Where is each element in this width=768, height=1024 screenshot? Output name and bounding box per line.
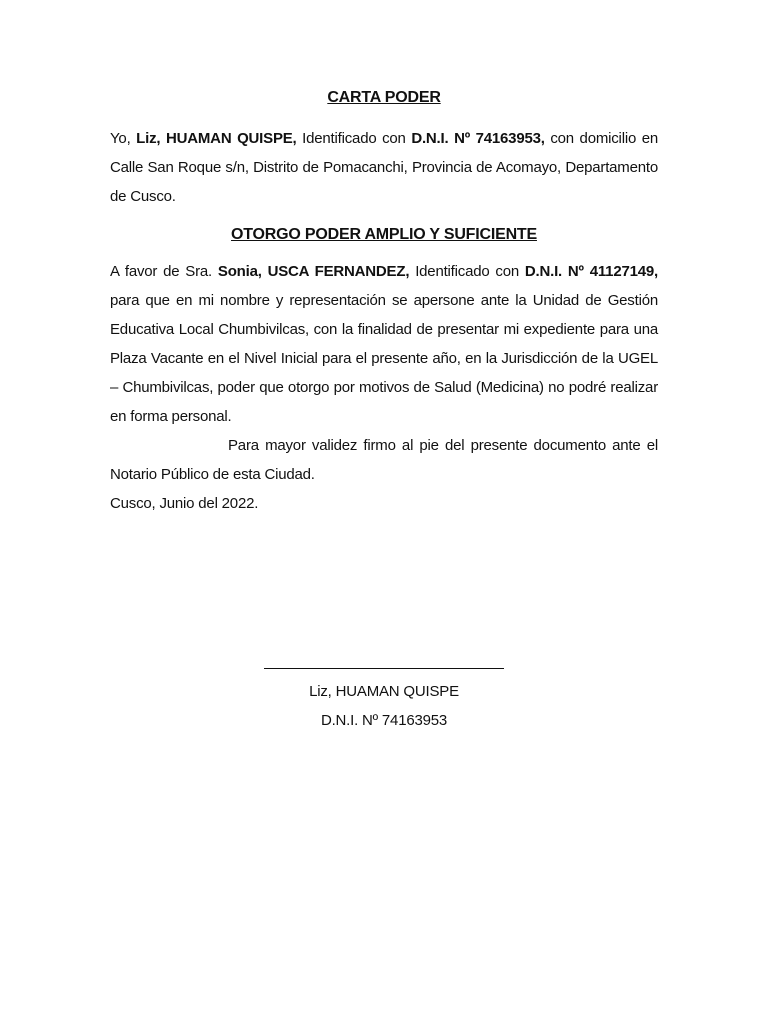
date-line: Cusco, Junio del 2022. xyxy=(110,495,259,512)
letter-body xyxy=(110,86,658,518)
intro-paragraph xyxy=(110,124,658,211)
grant-text-1: A favor de Sra. xyxy=(110,263,218,280)
signature-block xyxy=(264,668,504,735)
grantee-dni: D.N.I. Nº 41127149, xyxy=(524,263,658,280)
document-title: CARTA PODER xyxy=(327,89,441,106)
signatory-dni: D.N.I. Nº 74163953 xyxy=(320,712,448,729)
grantor-name: Liz, HUAMAN QUISPE, xyxy=(136,130,297,147)
intro-text-2: Identificado con xyxy=(296,130,412,147)
intro-text-1: Yo, xyxy=(110,130,137,147)
intro-text-3: con domicilio en Calle San Roque s/n, Distrito de Pomacanchi, Provincia de Acomayo, Departamento de Cusco. xyxy=(110,130,659,205)
signature-line xyxy=(264,668,504,669)
grant-paragraph xyxy=(110,257,658,431)
section-subtitle: OTORGO PODER AMPLIO Y SUFICIENTE xyxy=(231,226,537,243)
grant-text-3: para que en mi nombre y representación se apersone ante la Unidad de Gestión Educativa Local Chumbivilcas, con la finalidad de presentar mi expediente para una Plaza Vacante en el Nivel Inicial para el presente año, en la Jurisdicción de la UGEL – Chumbivilcas, poder que otorgo por motivos de Salud (Medicina) no podré realizar en forma personal. xyxy=(110,292,658,425)
grant-text-2: Identificado con xyxy=(409,263,525,280)
grantee-name: Sonia, USCA FERNANDEZ, xyxy=(217,263,410,280)
signatory-name: Liz, HUAMAN QUISPE xyxy=(309,683,459,700)
validity-paragraph: Para mayor validez firmo al pie del presente documento ante el Notario Público de esta Ciudad. xyxy=(110,437,658,483)
grantor-dni: D.N.I. Nº 74163953, xyxy=(411,130,545,147)
